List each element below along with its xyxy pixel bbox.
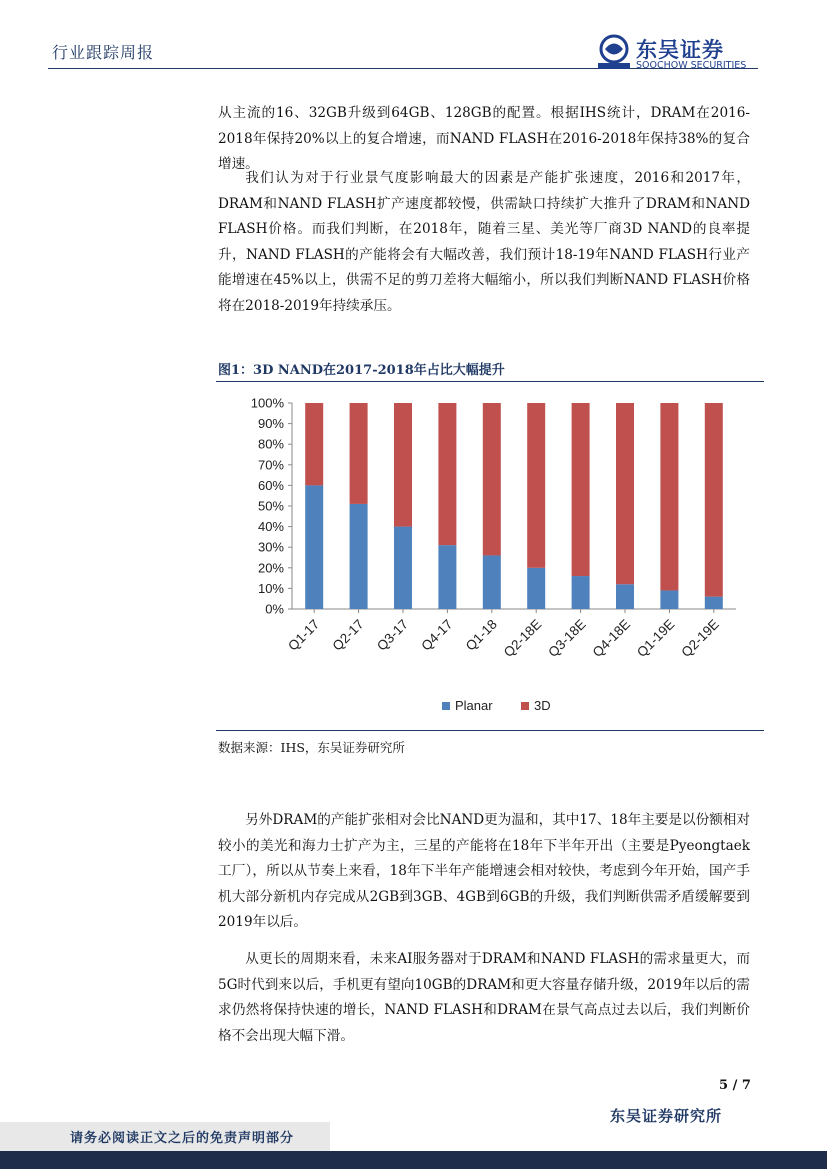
bar-3d-q1-18	[483, 403, 501, 555]
paragraph-4: 从更长的周期来看，未来AI服务器对于DRAM和NAND FLASH的需求量更大，而5G时代到来以后，手机更有望向10GB的DRAM和更大容量存储升级，2019年以后的需求仍然将保持快速的增长，NAND FLASH和DRAM在景气高点过去以后，我们判断价格不会出现大幅下滑。	[218, 951, 750, 1044]
scs-logo-icon	[596, 34, 632, 70]
logo-english-text: SOOCHOW SECURITIES	[636, 60, 747, 71]
bar-planar-q2-19e	[705, 597, 723, 609]
y-tick-label: 100%	[250, 395, 284, 411]
figure-title: 图1：3D NAND在2017-2018年占比大幅提升	[218, 363, 505, 378]
x-tick-label: Q4-18E	[589, 616, 634, 661]
bar-3d-q2-17	[350, 403, 368, 504]
logo-chinese-text: 东吴证券	[636, 38, 724, 62]
legend-label-3d: 3D	[534, 698, 551, 713]
bar-planar-q1-17	[305, 485, 323, 609]
bar-planar-q2-17	[350, 504, 368, 609]
footer-institute: 东吴证券研究所	[610, 1107, 723, 1125]
y-tick-label: 60%	[257, 477, 284, 493]
bar-planar-q3-18e	[572, 576, 590, 609]
bar-planar-q3-17	[394, 527, 412, 609]
bar-planar-q4-17	[438, 545, 456, 609]
x-tick-label: Q2-19E	[678, 616, 722, 661]
y-tick-label: 0%	[265, 601, 284, 617]
y-tick-label: 70%	[257, 457, 284, 473]
bar-3d-q2-19e	[705, 403, 723, 597]
y-tick-label: 40%	[257, 519, 284, 535]
x-tick-label: Q1-19E	[634, 616, 678, 661]
y-tick-label: 10%	[257, 580, 284, 596]
paragraph-1: 从主流的16、32GB升级到64GB、128GB的配置。根据IHS统计，DRAM在2016-2018年保持20%以上的复合增速，而NAND FLASH在2016-2018年保持38%的复合增速。	[218, 105, 750, 172]
x-tick-label: Q1-17	[285, 616, 323, 654]
y-tick-label: 80%	[257, 436, 284, 452]
figure-top-rule	[216, 381, 764, 382]
header-section-label: 行业跟踪周报	[52, 43, 155, 62]
bar-planar-q4-18e	[616, 584, 634, 609]
stacked-bar-chart	[216, 384, 764, 728]
x-tick-label: Q2-17	[329, 616, 367, 654]
x-tick-label: Q3-17	[373, 616, 412, 654]
figure-source: 数据来源：IHS，东吴证券研究所	[218, 740, 405, 755]
page-number: 5 / 7	[719, 1078, 751, 1093]
bar-planar-q2-18e	[527, 568, 545, 609]
y-tick-label: 30%	[257, 539, 284, 555]
y-tick-label: 90%	[257, 416, 284, 432]
bar-planar-q1-18	[483, 555, 501, 609]
figure-bottom-rule	[216, 730, 764, 731]
company-logo	[596, 34, 766, 74]
paragraph-2: 我们认为对于行业景气度影响最大的因素是产能扩张速度，2016和2017年，DRAM和NAND FLASH扩产速度都较慢，供需缺口持续扩大推升了DRAM和NAND FLASH价格。而我们判断，在2018年，随着三星、美光等厂商3D NAND的良率提升，NAND FLASH的产能将会有大幅改善，我们预计18-19年NAND FLASH行业产能增速在45%以上，供需不足的剪刀差将大幅缩小，所以我们判断NAND FLASH价格将在2018-2019年持续承压。	[218, 170, 750, 314]
x-tick-label: Q3-18E	[545, 616, 589, 661]
legend-label-planar: Planar	[455, 698, 493, 713]
x-tick-label: Q2-18E	[500, 616, 545, 661]
y-tick-label: 20%	[257, 560, 284, 576]
legend-swatch-planar	[442, 702, 450, 710]
footer-bar	[0, 1151, 827, 1169]
bar-3d-q1-19e	[660, 403, 678, 590]
paragraph-3: 另外DRAM的产能扩张相对会比NAND更为温和，其中17、18年主要是以份额相对较小的美光和海力士扩产为主，三星的产能将在18年下半年开出（主要是Pyeongtaek工厂），所以从节奏上来看，18年下半年产能增速会相对较快，考虑到今年开始，国产手机大部分新机内存完成从2GB到3GB、4GB到6GB的升级，我们判断供需矛盾缓解要到2019年以后。	[218, 812, 750, 930]
bar-3d-q3-18e	[572, 403, 590, 576]
bar-3d-q4-17	[438, 403, 456, 545]
bar-3d-q1-17	[305, 403, 323, 485]
y-tick-label: 50%	[257, 498, 284, 514]
x-tick-label: Q1-18	[462, 616, 500, 654]
bar-3d-q3-17	[394, 403, 412, 527]
bar-3d-q4-18e	[616, 403, 634, 584]
x-tick-label: Q4-17	[418, 616, 456, 654]
legend-swatch-3d	[521, 702, 529, 710]
bar-3d-q2-18e	[527, 403, 545, 568]
bar-planar-q1-19e	[660, 590, 678, 609]
footer-disclaimer: 请务必阅读正文之后的免责声明部分	[70, 1131, 295, 1146]
